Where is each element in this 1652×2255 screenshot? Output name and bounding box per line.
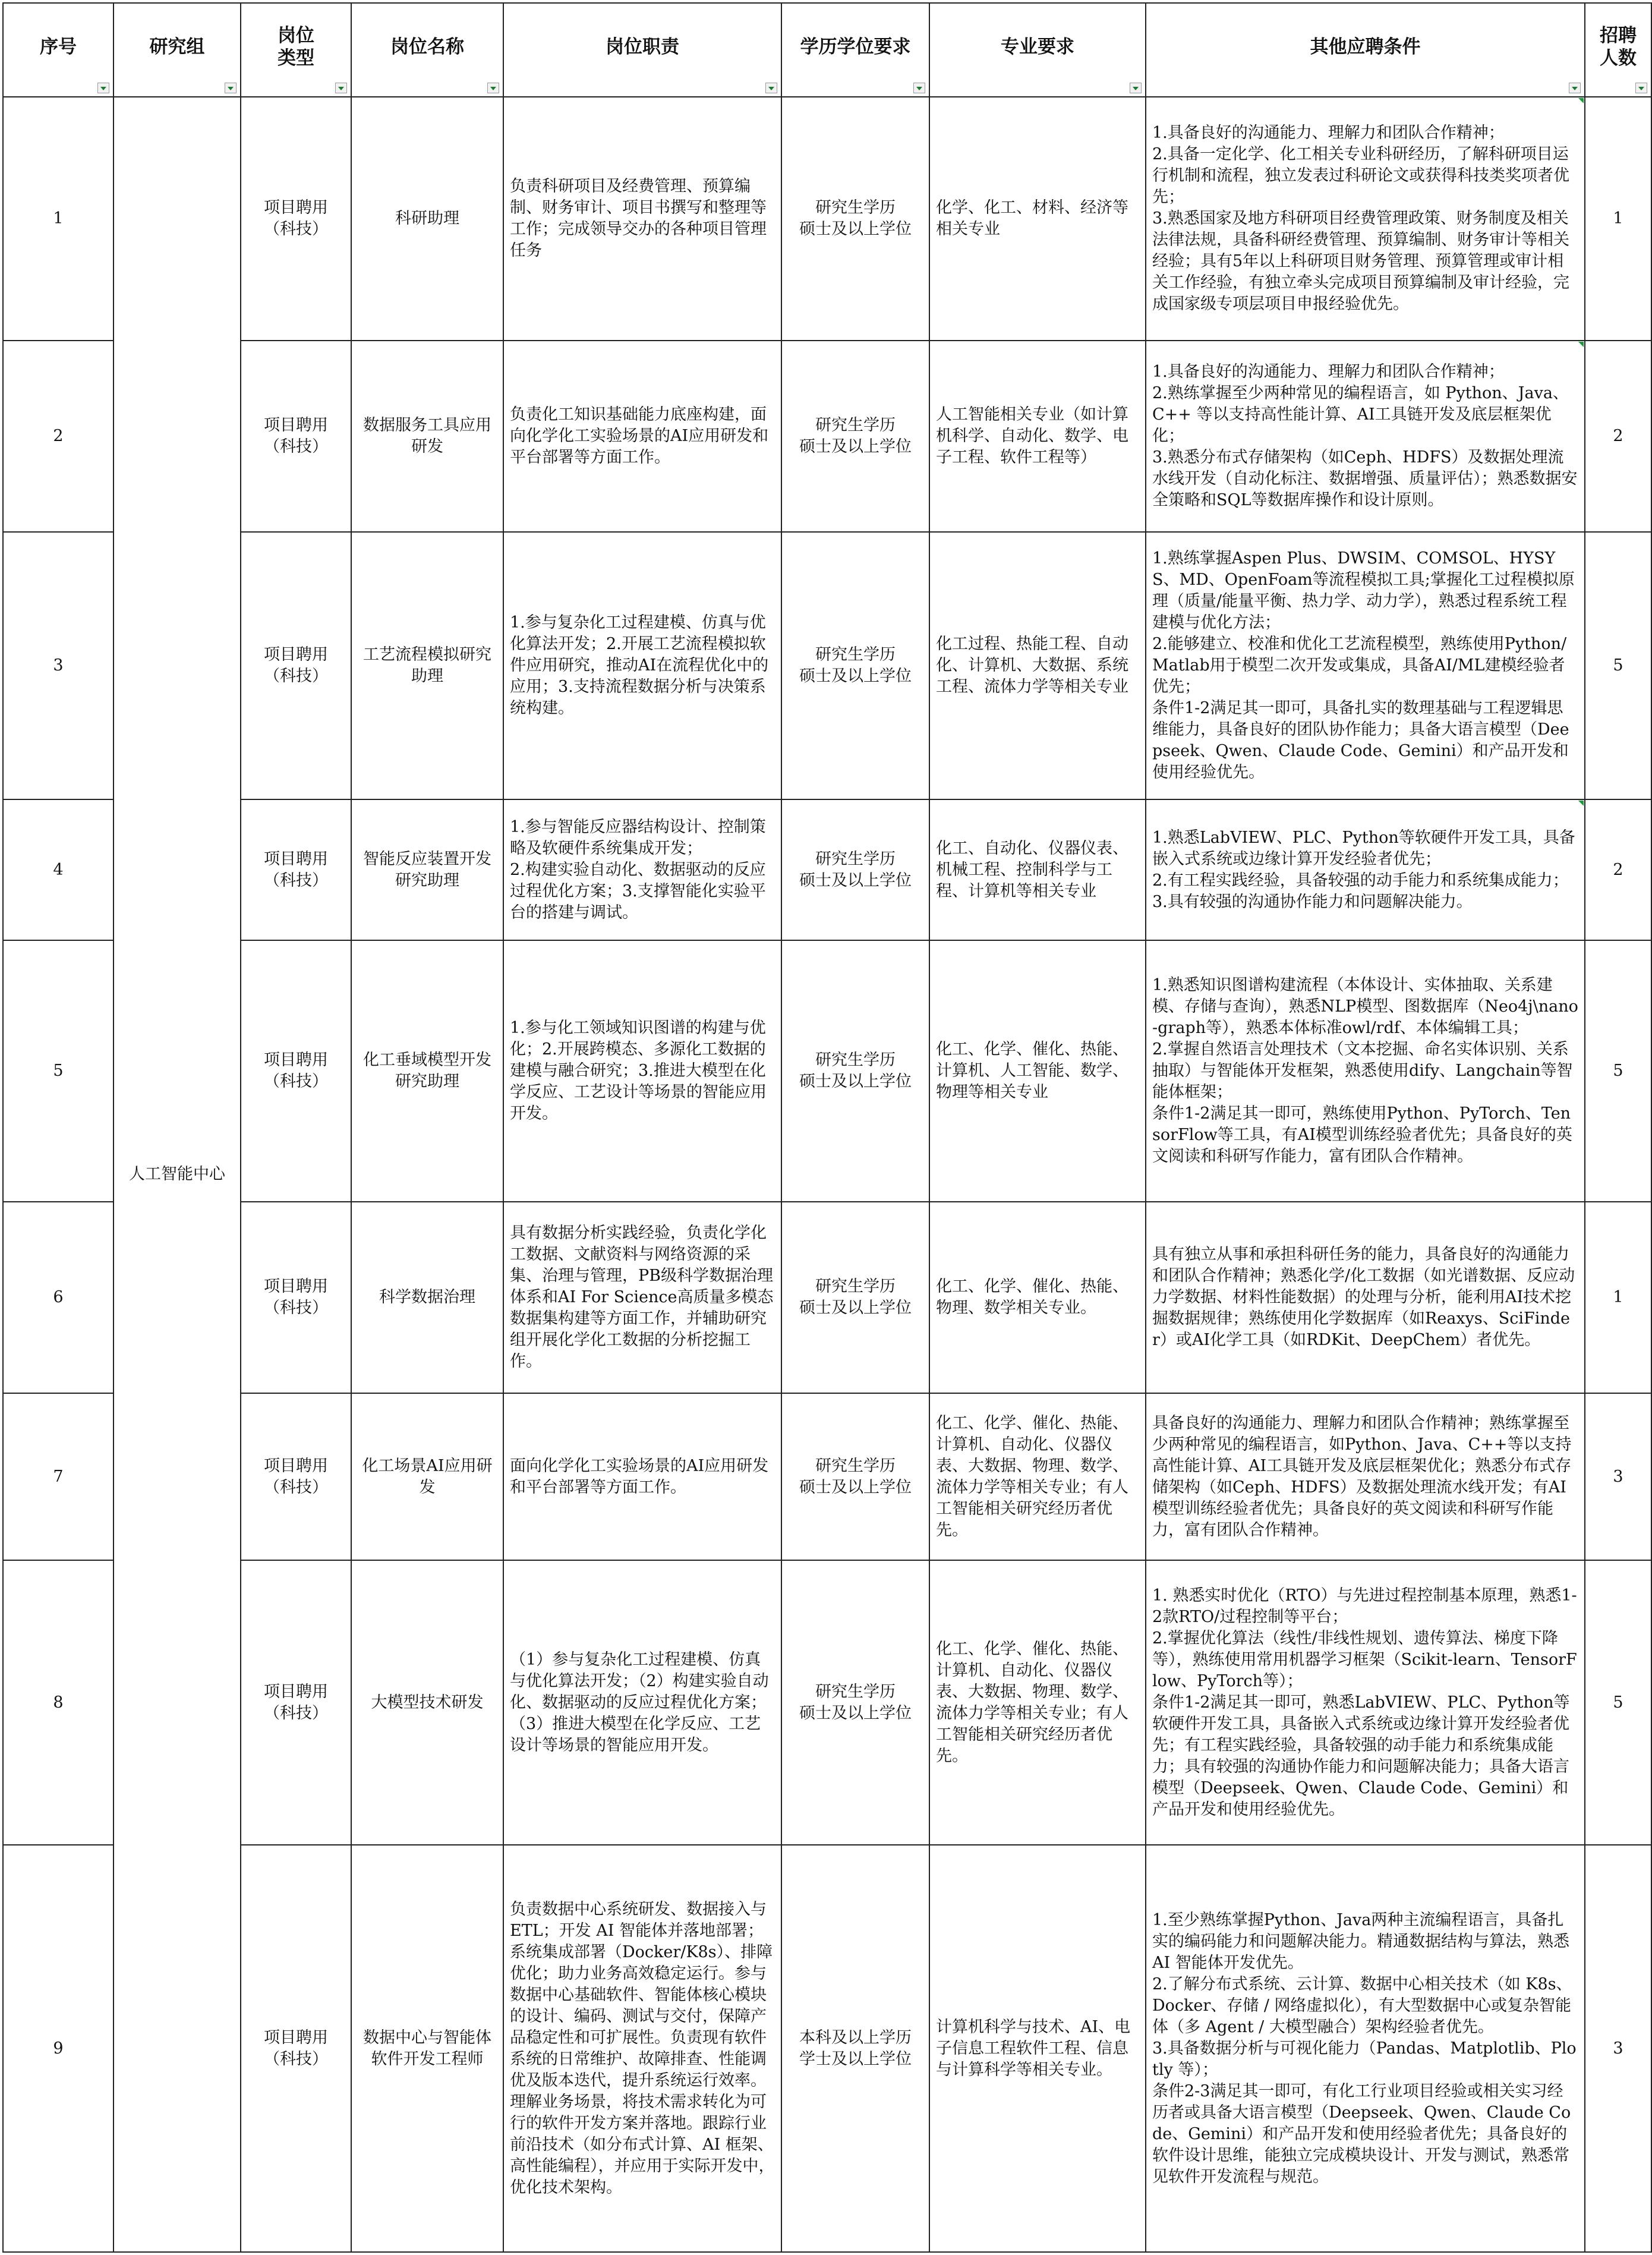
table-row — [3, 1560, 1651, 1845]
cell-degree[interactable]: 研究生学历 硕士及以上学位 — [781, 1560, 929, 1845]
cell-post-name[interactable]: 数据中心与智能体软件开发工程师 — [351, 1845, 503, 2252]
cell-post-name[interactable]: 化工垂域模型开发研究助理 — [351, 940, 503, 1202]
cell-post-type[interactable]: 项目聘用 （科技） — [241, 532, 351, 799]
cell-seq[interactable]: 9 — [3, 1845, 114, 2252]
cell-major[interactable]: 化学、化工、材料、经济等相关专业 — [929, 97, 1146, 341]
cell-post-name[interactable]: 工艺流程模拟研究助理 — [351, 532, 503, 799]
cell-degree[interactable]: 研究生学历 硕士及以上学位 — [781, 1202, 929, 1393]
table-row — [3, 1393, 1651, 1560]
filter-dropdown-icon[interactable] — [335, 83, 347, 93]
cell-major[interactable]: 化工过程、热能工程、自动化、计算机、大数据、系统工程、流体力学等相关专业 — [929, 532, 1146, 799]
cell-other-requirements[interactable]: 具有独立从事和承担科研任务的能力，具备良好的沟通能力和团队合作精神；熟悉化学/化工数据（如光谱数据、反应动力学数据、材料性能数据）的处理与分析，能利用AI技术挖掘数据规律；熟练使用化学数据库（如Reaxys、SciFinder）或AI化学工具（如RDKit、DeepChem）者优先。 — [1146, 1202, 1585, 1393]
filter-dropdown-icon[interactable] — [913, 83, 925, 93]
cell-seq[interactable]: 3 — [3, 532, 114, 799]
cell-seq[interactable]: 2 — [3, 341, 114, 532]
cell-post-name[interactable]: 大模型技术研发 — [351, 1560, 503, 1845]
cell-duty[interactable]: 面向化学化工实验场景的AI应用研发和平台部署等方面工作。 — [503, 1393, 781, 1560]
cell-post-type[interactable]: 项目聘用 （科技） — [241, 799, 351, 940]
cell-note-marker-icon — [1578, 98, 1584, 103]
cell-post-name[interactable]: 科研助理 — [351, 97, 503, 341]
cell-seq[interactable]: 7 — [3, 1393, 114, 1560]
cell-seq[interactable]: 1 — [3, 97, 114, 341]
cell-headcount[interactable]: 2 — [1585, 341, 1651, 532]
cell-duty[interactable]: 1.参与智能反应器结构设计、控制策略及软硬件系统集成开发； 2.构建实验自动化、数据驱动的反应过程优化方案；3.支撑智能化实验平台的搭建与调试。 — [503, 799, 781, 940]
table-row — [3, 940, 1651, 1202]
cell-degree[interactable]: 研究生学历 硕士及以上学位 — [781, 940, 929, 1202]
filter-dropdown-icon[interactable] — [1130, 83, 1142, 93]
cell-headcount[interactable]: 5 — [1585, 940, 1651, 1202]
cell-major[interactable]: 化工、化学、催化、热能、计算机、人工智能、数学、物理等相关专业 — [929, 940, 1146, 1202]
cell-major[interactable]: 化工、化学、催化、热能、物理、数学相关专业。 — [929, 1202, 1146, 1393]
cell-duty[interactable]: 1.参与复杂化工过程建模、仿真与优化算法开发；2.开展工艺流程模拟软件应用研究，推动AI在流程优化中的应用；3.支持流程数据分析与决策系统构建。 — [503, 532, 781, 799]
cell-post-type[interactable]: 项目聘用 （科技） — [241, 97, 351, 341]
cell-degree[interactable]: 本科及以上学历 学士及以上学位 — [781, 1845, 929, 2252]
cell-other-requirements[interactable]: 1.熟练掌握Aspen Plus、DWSIM、COMSOL、HYSYS、MD、OpenFoam等流程模拟工具;掌握化工过程模拟原理（质量/能量平衡、热力学、动力学），熟悉过程系统工程建模与优化方法； 2.能够建立、校准和优化工艺流程模型，熟练使用Python/Matlab用于模型二次开发或集成，具备AI/ML建模经验者优先； 条件1-2满足其一即可，具备扎实的数理基础与工程逻辑思维能力，具备良好的团队协作能力；具备大语言模型（Deepseek、Qwen、Claude Code、Gemini）和产品开发和使用经验优先。 — [1146, 532, 1585, 799]
header-other[interactable]: 其他应聘条件 — [1146, 3, 1585, 97]
cell-other-requirements[interactable]: 1. 熟悉实时优化（RTO）与先进过程控制基本原理，熟悉1-2款RTO/过程控制等平台； 2.掌握优化算法（线性/非线性规划、遗传算法、梯度下降等），熟练使用常用机器学习框架（Scikit-learn、TensorFlow、PyTorch等）； 条件1-2满足其一即可，熟悉LabVIEW、PLC、Python等软硬件开发工具，具备嵌入式系统或边缘计算开发经验者优先；有工程实践经验，具备较强的动手能力和系统集成能力；具有较强的沟通协作能力和问题解决能力；具备大语言模型（Deepseek、Qwen、Claude Code、Gemini）和产品开发和使用经验优先。 — [1146, 1560, 1585, 1845]
cell-note-marker-icon — [1578, 801, 1584, 806]
filter-dropdown-icon[interactable] — [97, 83, 109, 93]
cell-major[interactable]: 化工、化学、催化、热能、计算机、自动化、仪器仪表、大数据、物理、数学、流体力学等相关专业；有人工智能相关研究经历者优先。 — [929, 1560, 1146, 1845]
filter-dropdown-icon[interactable] — [1569, 83, 1581, 93]
header-group[interactable]: 研究组 — [114, 3, 241, 97]
cell-post-type[interactable]: 项目聘用 （科技） — [241, 1845, 351, 2252]
cell-post-name[interactable]: 数据服务工具应用研发 — [351, 341, 503, 532]
cell-other-requirements[interactable]: 具备良好的沟通能力、理解力和团队合作精神；熟练掌握至少两种常见的编程语言，如Python、Java、C++等以支持高性能计算、AI工具链开发及底层框架优化；熟悉分布式存储架构（如Ceph、HDFS）及数据处理流水线开发；有AI模型训练经验者优先；具备良好的英文阅读和科研写作能力，富有团队合作精神。 — [1146, 1393, 1585, 1560]
cell-duty[interactable]: 具有数据分析实践经验，负责化学化工数据、文献资料与网络资源的采集、治理与管理，PB级科学数据治理体系和AI For Science高质量多模态数据集构建等方面工作，并辅助研究组开展化学化工数据的分析挖掘工作。 — [503, 1202, 781, 1393]
cell-note-marker-icon — [1578, 342, 1584, 347]
cell-other-requirements[interactable]: 1.熟悉LabVIEW、PLC、Python等软硬件开发工具，具备嵌入式系统或边缘计算开发经验者优先； 2.有工程实践经验，具备较强的动手能力和系统集成能力； 3.具有较强的沟通协作能力和问题解决能力。 — [1146, 799, 1585, 940]
cell-headcount[interactable]: 1 — [1585, 97, 1651, 341]
header-major[interactable]: 专业要求 — [929, 3, 1146, 97]
cell-degree[interactable]: 研究生学历 硕士及以上学位 — [781, 341, 929, 532]
cell-post-type[interactable]: 项目聘用 （科技） — [241, 1202, 351, 1393]
filter-dropdown-icon[interactable] — [765, 83, 777, 93]
table-row — [3, 97, 1651, 341]
recruitment-table — [2, 2, 1652, 2253]
cell-major[interactable]: 化工、化学、催化、热能、计算机、自动化、仪器仪表、大数据、物理、数学、流体力学等相关专业；有人工智能相关研究经历者优先。 — [929, 1393, 1146, 1560]
header-type[interactable]: 岗位 类型 — [241, 3, 351, 97]
cell-post-type[interactable]: 项目聘用 （科技） — [241, 341, 351, 532]
cell-other-requirements[interactable]: 1.至少熟练掌握Python、Java两种主流编程语言，具备扎实的编码能力和问题解决能力。精通数据结构与算法，熟悉AI 智能体开发优先。 2.了解分布式系统、云计算、数据中心相关技术（如 K8s、Docker、存储 / 网络虚拟化），有大型数据中心或复杂智能体（多 Agent / 大模型融合）架构经验者优先。 3.具备数据分析与可视化能力（Pandas、Matplotlib、Plotly 等）； 条件2-3满足其一即可，有化工行业项目经验或相关实习经历者或具备大语言模型（Deepseek、Qwen、Claude Code、Gemini）和产品开发和使用经验者优先；具备良好的软件设计思维，能独立完成模块设计、开发与测试，熟悉常见软件开发流程与规范。 — [1146, 1845, 1585, 2252]
table-row — [3, 1845, 1651, 2252]
cell-duty[interactable]: （1）参与复杂化工过程建模、仿真与优化算法开发；（2）构建实验自动化、数据驱动的反应过程优化方案；（3）推进大模型在化学反应、工艺设计等场景的智能应用开发。 — [503, 1560, 781, 1845]
cell-seq[interactable]: 8 — [3, 1560, 114, 1845]
cell-post-type[interactable]: 项目聘用 （科技） — [241, 940, 351, 1202]
cell-other-requirements[interactable]: 1.熟悉知识图谱构建流程（本体设计、实体抽取、关系建模、存储与查询），熟悉NLP模型、图数据库（Neo4j\nano-graph等），熟悉本体标准owl/rdf、本体编辑工具； 2.掌握自然语言处理技术（文本挖掘、命名实体识别、关系抽取）与智能体开发框架，熟悉使用dify、Langchain等智能体框架； 条件1-2满足其一即可，熟练使用Python、PyTorch、TensorFlow等工具，有AI模型训练经验者优先；具备良好的英文阅读和科研写作能力，富有团队合作精神。 — [1146, 940, 1585, 1202]
cell-duty[interactable]: 负责数据中心系统研发、数据接入与ETL；开发 AI 智能体并落地部署；系统集成部署（Docker/K8s）、排障优化；助力业务高效稳定运行。参与数据中心基础软件、智能体核心模块的设计、编码、测试与交付，保障产品稳定性和可扩展性。负责现有软件系统的日常维护、故障排查、性能调优及版本迭代，提升系统运行效率。理解业务场景，将技术需求转化为可行的软件开发方案并落地。跟踪行业前沿技术（如分布式计算、AI 框架、高性能编程），并应用于实际开发中，优化技术架构。 — [503, 1845, 781, 2252]
cell-duty[interactable]: 负责化工知识基础能力底座构建，面向化学化工实验场景的AI应用研发和平台部署等方面工作。 — [503, 341, 781, 532]
cell-degree[interactable]: 研究生学历 硕士及以上学位 — [781, 532, 929, 799]
cell-other-requirements[interactable]: 1.具备良好的沟通能力、理解力和团队合作精神； 2.具备一定化学、化工相关专业科研经历，了解科研项目运行机制和流程，独立发表过科研论文或获得科技类奖项者优先； 3.熟悉国家及地方科研项目经费管理政策、财务制度及相关法律法规，具备科研经费管理、预算编制、财务审计等相关经验；具有5年以上科研项目财务管理、预算管理或审计相关工作经验，有独立牵头完成项目预算编制及审计经验，完成国家级专项层项目申报经验优先。 — [1146, 97, 1585, 341]
header-row — [3, 3, 1651, 97]
cell-other-requirements[interactable]: 1.具备良好的沟通能力、理解力和团队合作精神； 2.熟练掌握至少两种常见的编程语言，如 Python、Java、C++ 等以支持高性能计算、AI工具链开发及底层框架优化； 3.熟悉分布式存储架构（如Ceph、HDFS）及数据处理流水线开发（自动化标注、数据增强、质量评估）；熟悉数据安全策略和SQL等数据库操作和设计原则。 — [1146, 341, 1585, 532]
cell-major[interactable]: 化工、自动化、仪器仪表、机械工程、控制科学与工程、计算机等相关专业 — [929, 799, 1146, 940]
filter-dropdown-icon[interactable] — [487, 83, 499, 93]
header-count[interactable]: 招聘 人数 — [1585, 3, 1651, 97]
table-body — [3, 97, 1651, 2252]
cell-headcount[interactable]: 1 — [1585, 1202, 1651, 1393]
cell-headcount[interactable]: 3 — [1585, 1393, 1651, 1560]
cell-duty[interactable]: 1.参与化工领域知识图谱的构建与优化；2.开展跨模态、多源化工数据的建模与融合研究；3.推进大模型在化学反应、工艺设计等场景的智能应用开发。 — [503, 940, 781, 1202]
cell-seq[interactable]: 6 — [3, 1202, 114, 1393]
table-row — [3, 532, 1651, 799]
cell-post-type[interactable]: 项目聘用 （科技） — [241, 1393, 351, 1560]
cell-seq[interactable]: 5 — [3, 940, 114, 1202]
cell-degree[interactable]: 研究生学历 硕士及以上学位 — [781, 1393, 929, 1560]
table-row — [3, 1202, 1651, 1393]
cell-post-type[interactable]: 项目聘用 （科技） — [241, 1560, 351, 1845]
cell-headcount[interactable]: 2 — [1585, 799, 1651, 940]
cell-degree[interactable]: 研究生学历 硕士及以上学位 — [781, 799, 929, 940]
table-row — [3, 341, 1651, 532]
cell-headcount[interactable]: 3 — [1585, 1845, 1651, 2252]
cell-seq[interactable]: 4 — [3, 799, 114, 940]
header-degree[interactable]: 学历学位要求 — [781, 3, 929, 97]
table-row — [3, 799, 1651, 940]
cell-group[interactable]: 人工智能中心 — [114, 97, 241, 2252]
cell-major[interactable]: 人工智能相关专业（如计算机科学、自动化、数学、电子工程、软件工程等） — [929, 341, 1146, 532]
cell-post-name[interactable]: 化工场景AI应用研发 — [351, 1393, 503, 1560]
cell-major[interactable]: 计算机科学与技术、AI、电子信息工程软件工程、信息与计算科学等相关专业。 — [929, 1845, 1146, 2252]
filter-dropdown-icon[interactable] — [225, 83, 237, 93]
header-seq[interactable]: 序号 — [3, 3, 114, 97]
cell-post-name[interactable]: 科学数据治理 — [351, 1202, 503, 1393]
cell-headcount[interactable]: 5 — [1585, 1560, 1651, 1845]
cell-duty[interactable]: 负责科研项目及经费管理、预算编制、财务审计、项目书撰写和整理等工作；完成领导交办的各种项目管理任务 — [503, 97, 781, 341]
header-duty[interactable]: 岗位职责 — [503, 3, 781, 97]
header-name[interactable]: 岗位名称 — [351, 3, 503, 97]
filter-dropdown-icon[interactable] — [1635, 83, 1647, 93]
cell-headcount[interactable]: 5 — [1585, 532, 1651, 799]
cell-degree[interactable]: 研究生学历 硕士及以上学位 — [781, 97, 929, 341]
cell-post-name[interactable]: 智能反应装置开发研究助理 — [351, 799, 503, 940]
